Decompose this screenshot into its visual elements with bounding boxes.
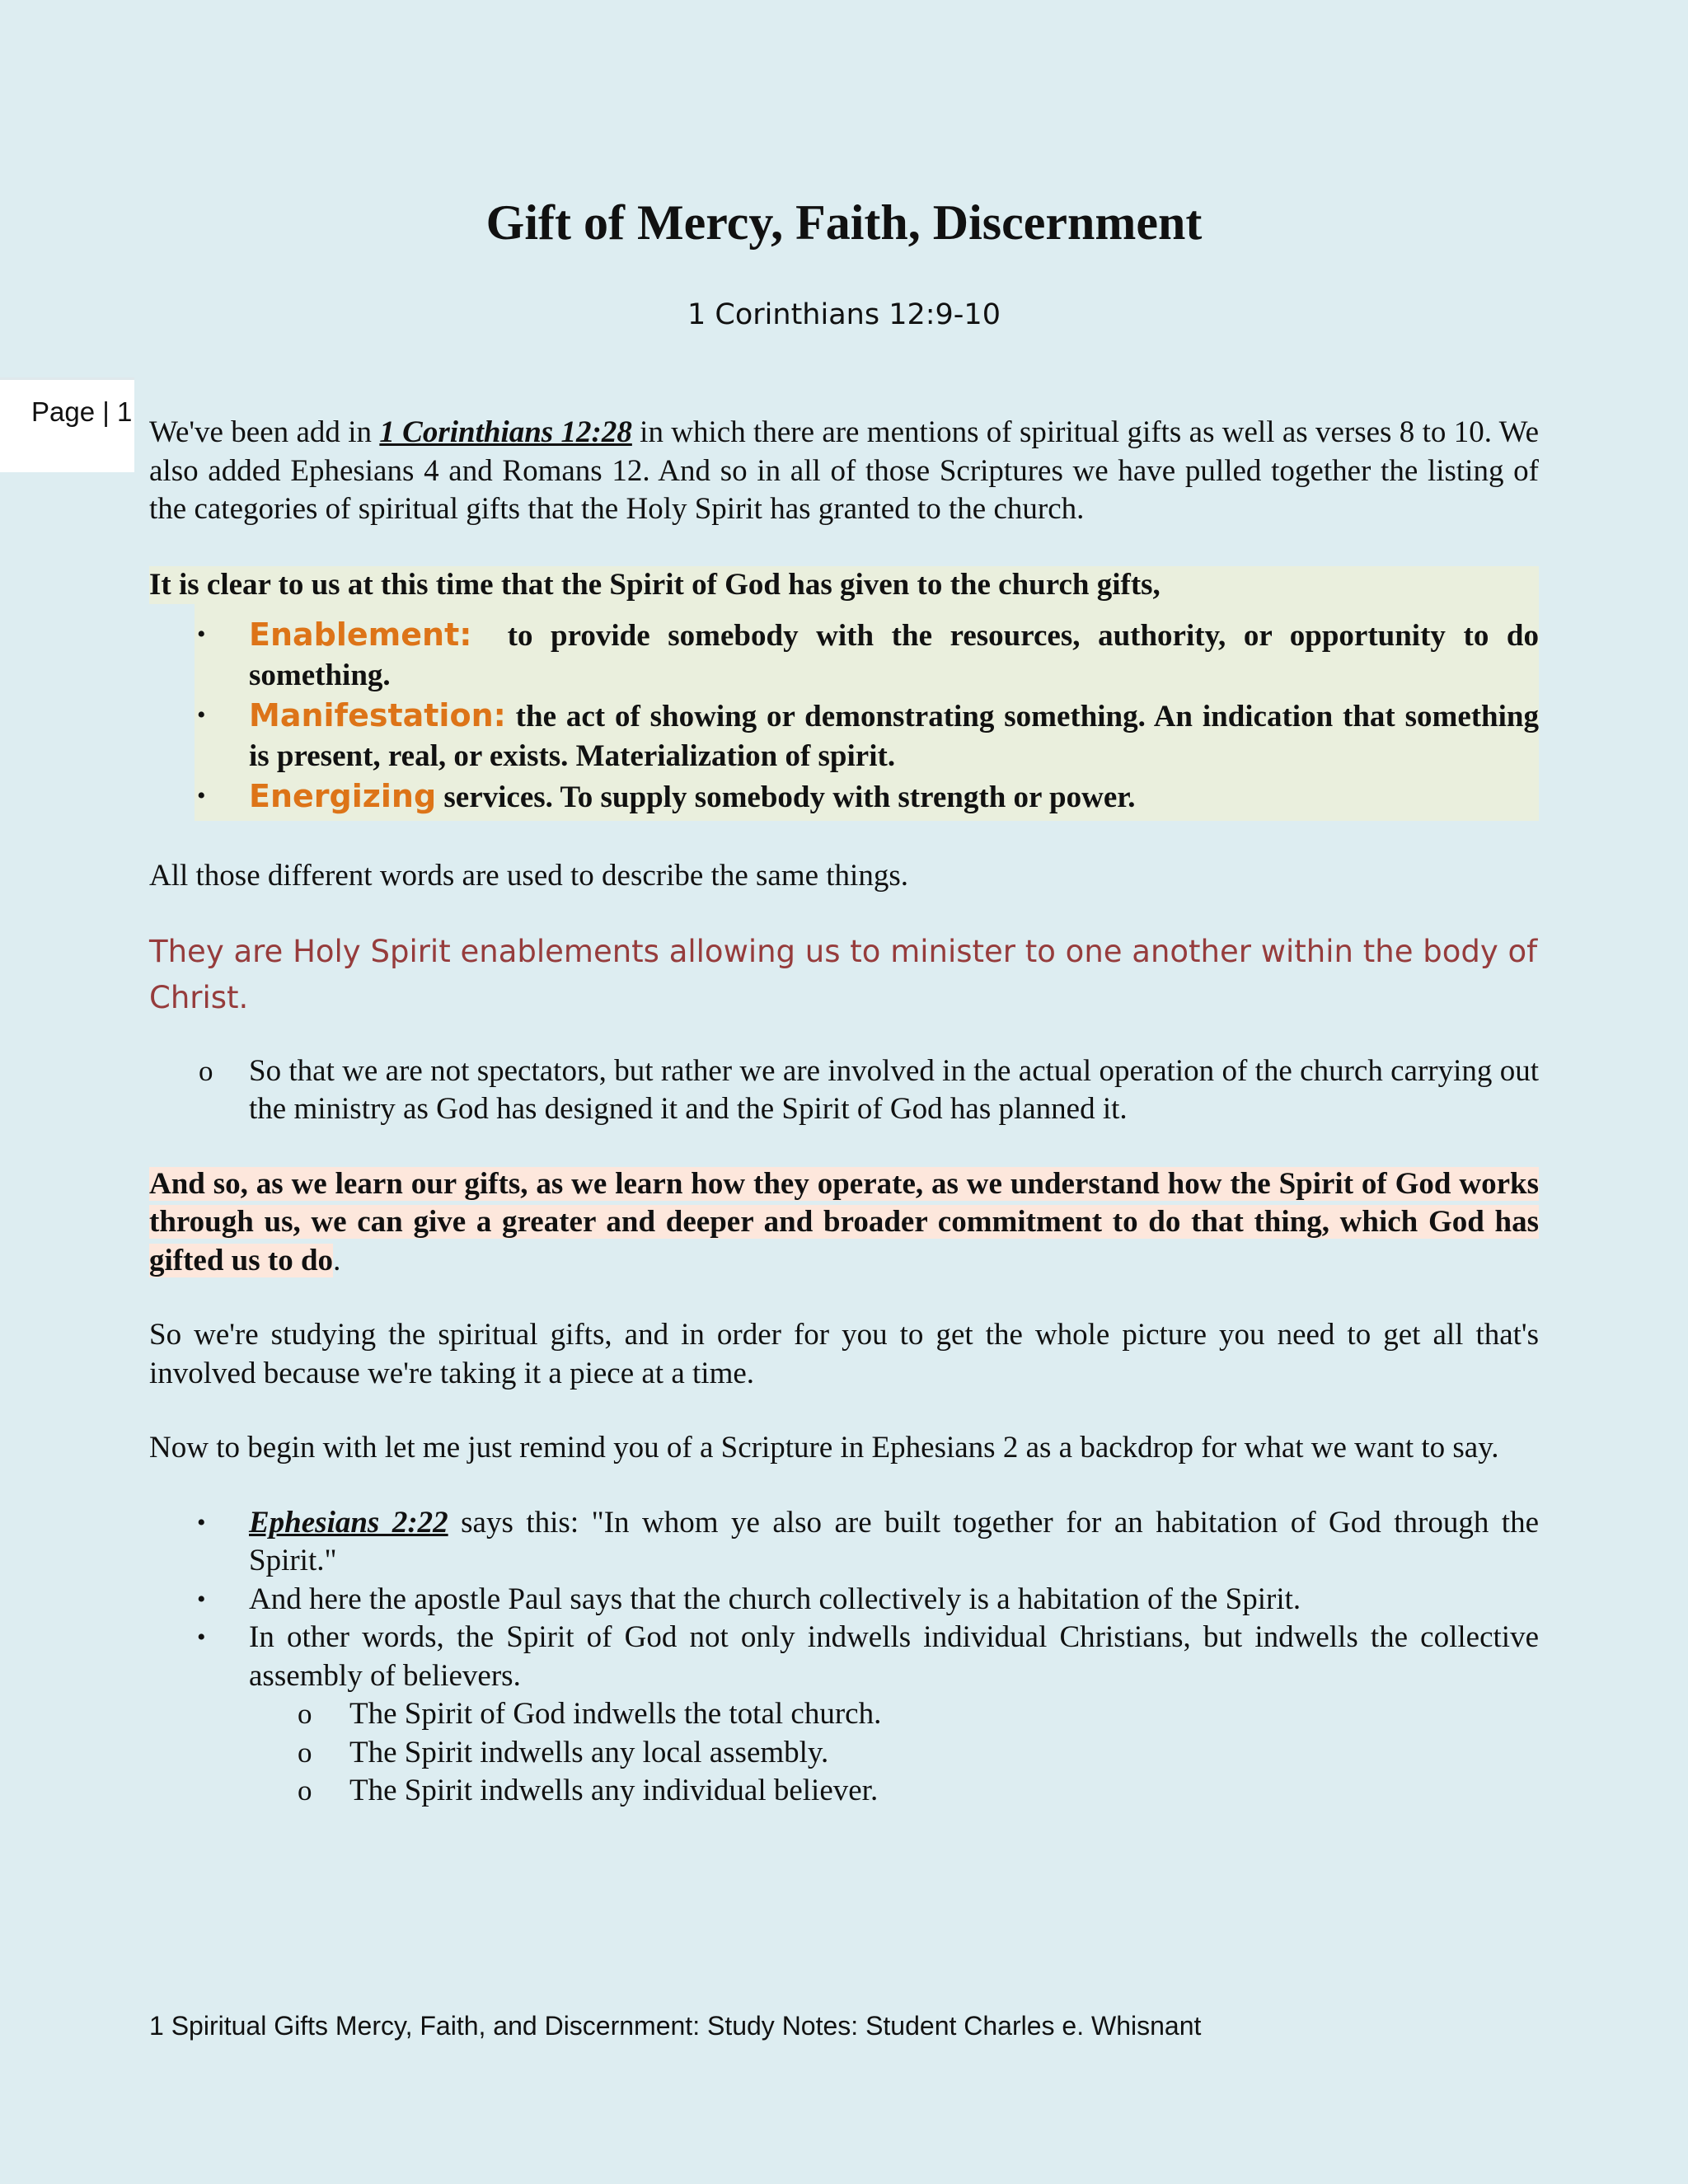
list-item-text: says this: "In whom ye also are built together for an habitation of God through the Spirit.": [249, 1505, 1540, 1577]
intro-rest: in which there are mentions of spiritual gifts as well as verses 8 to 10. We also added Ephesians 4 and Romans 12. And so in all of those Scriptures we have pulled together the listing of the categories of spiritual gifts that the Holy Spirit has granted to the church.: [149, 415, 1539, 526]
circle-bullet-icon: o: [298, 1698, 312, 1730]
commitment-period: .: [333, 1243, 341, 1277]
bullet-icon: •: [197, 782, 206, 809]
term-manifestation: Manifestation:: [249, 697, 506, 733]
holy-spirit-statement: They are Holy Spirit enablements allowing us to minister to one another within the body of Christ.: [149, 933, 1538, 1015]
list-item-text: So that we are not spectators, but rather we are involved in the actual operation of the church carrying out the ministry as God has designed it and the Spirit of God has planned it.: [249, 1053, 1539, 1126]
list-item: [149, 1695, 1539, 1734]
studying-paragraph: So we're studying the spiritual gifts, and in order for you to get the whole picture you need to get all that's involved because we're taking it a piece at a time.: [149, 1318, 1539, 1390]
list-item: [149, 1772, 1539, 1811]
document-body: [149, 414, 1539, 1811]
commitment-highlight: And so, as we learn our gifts, as we learn how they operate, as we understand how the Spirit of God works through us, we can give a greater and deeper and broader commitment to do that thing, which God has gifted us to do: [149, 1166, 1539, 1277]
spectators-list: [149, 1052, 1539, 1129]
list-item-text: The Spirit of God indwells the total church.: [349, 1697, 882, 1731]
indwells-sublist: [149, 1695, 1539, 1811]
list-item: [149, 1734, 1539, 1773]
circle-bullet-icon: o: [298, 1736, 312, 1769]
clear-statement: It is clear to us at this time that the Spirit of God has given to the church gifts,: [149, 566, 1539, 605]
list-item-text: The Spirit indwells any local assembly.: [349, 1735, 829, 1769]
list-item: [149, 1619, 1539, 1695]
ephesians-list: [149, 1504, 1539, 1696]
intro-lead: We've been add in: [149, 415, 380, 449]
same-things-line: All those different words are used to describe the same things.: [149, 859, 908, 893]
scripture-subtitle: 1 Corinthians 12:9-10: [687, 298, 1001, 331]
list-item: [195, 615, 1539, 696]
bullet-icon: •: [197, 701, 206, 729]
term-energizing: Energizing: [249, 778, 437, 814]
list-item: [149, 1504, 1539, 1581]
ephesians-reference-link[interactable]: Ephesians 2:22: [249, 1505, 448, 1540]
term-enablement: Enablement:: [249, 616, 472, 653]
circle-bullet-icon: o: [199, 1054, 213, 1087]
circle-bullet-icon: o: [298, 1774, 312, 1807]
list-item: [195, 696, 1539, 776]
intro-paragraph: [149, 414, 1539, 529]
page-number-tab: [0, 377, 134, 472]
term-definition: the act of showing or demonstrating something. An indication that something is present, real, or exists. Materialization of spirit.: [249, 700, 1539, 773]
list-item: [149, 1052, 1539, 1129]
list-item: [149, 1581, 1539, 1619]
list-item-text: The Spirit indwells any individual believer.: [349, 1774, 879, 1807]
bullet-icon: •: [197, 621, 206, 648]
term-definition: to provide somebody with the resources, authority, or opportunity to do something.: [249, 619, 1539, 692]
term-definition: services. To supply somebody with strength or power.: [443, 780, 1136, 814]
begin-paragraph: Now to begin with let me just remind you of a Scripture in Ephesians 2 as a backdrop for what we want to say.: [149, 1431, 1499, 1465]
page-footer: 1 Spiritual Gifts Mercy, Faith, and Discernment: Study Notes: Student Charles e. Whisnant: [149, 2011, 1202, 2041]
bullet-icon: •: [197, 1585, 206, 1613]
gift-terms-list: [195, 604, 1539, 821]
list-item-text: In other words, the Spirit of God not only indwells individual Christians, but indwells the collective assembly of believers.: [249, 1620, 1539, 1693]
bullet-icon: •: [197, 1624, 206, 1651]
page-number-label: Page | 1: [31, 396, 133, 427]
bullet-icon: •: [197, 1508, 206, 1536]
list-item: [195, 776, 1539, 818]
commitment-paragraph: [149, 1165, 1539, 1281]
scripture-reference-link[interactable]: 1 Corinthians 12:28: [379, 415, 632, 449]
page-title: Gift of Mercy, Faith, Discernment: [485, 195, 1203, 250]
list-item-text: And here the apostle Paul says that the church collectively is a habitation of the Spirit.: [249, 1582, 1301, 1616]
